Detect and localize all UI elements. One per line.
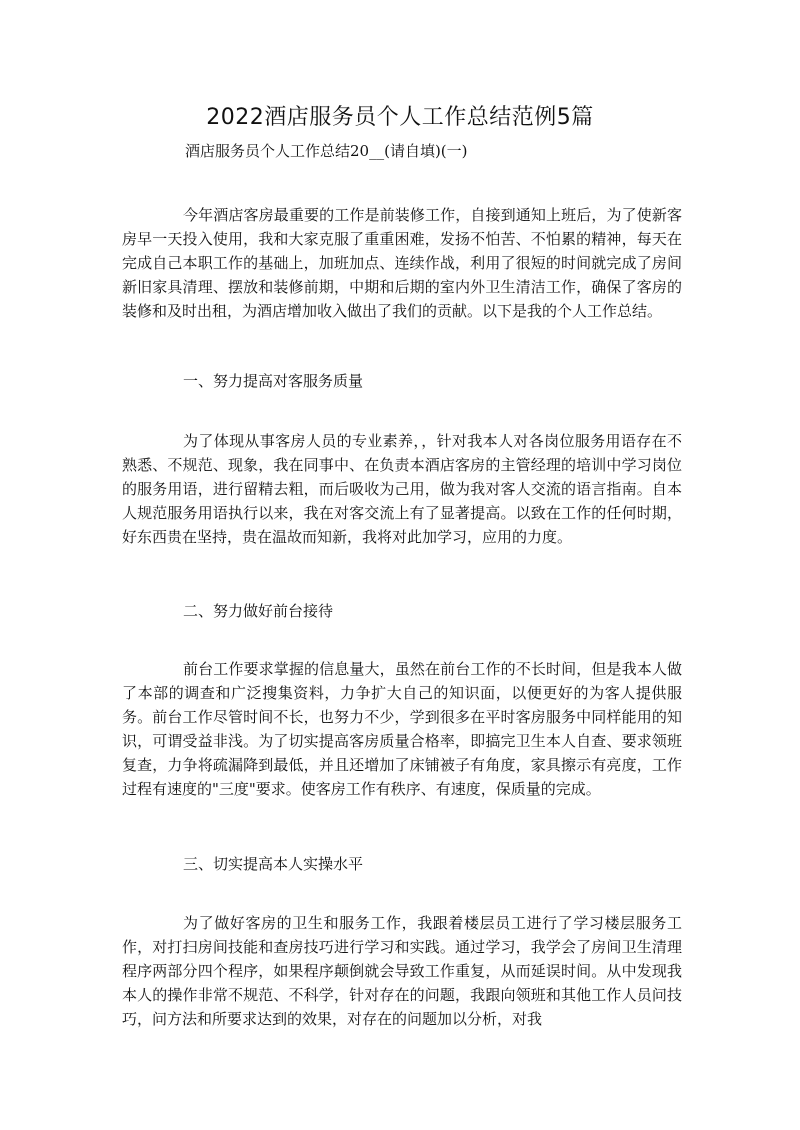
document-subtitle: 酒店服务员个人工作总结20__(请自填)(一) bbox=[185, 142, 468, 160]
section-body-1: 为了体现从事客房人员的专业素养，，针对我本人对各岗位服务用语存在不熟悉、不规范、现象，我在同事中、在负责本酒店客房的主管经理的培训中学习岗位的服务用语，进行留精去粗，而后吸收为己用，做为我对客人交流的语言指南。自本人规范服务用语执行以来，我在对客交流上有了显著提高。以致在工作的任何时期，好东西贵在坚持，贵在温故而知新，我将对此加学习，应用的力度。 bbox=[122, 432, 682, 546]
section-body-2: 前台工作要求掌握的信息量大，虽然在前台工作的不长时间，但是我本人做了本部的调查和广泛搜集资料，力争扩大自己的知识面，以便更好的为客人提供服务。前台工作尽管时间不长，也努力不少，学到很多在平时客房服务中同样能用的知识，可谓受益非浅。为了切实提高客房质量合格率，即搞完卫生本人自查、要求领班复查，力争将疏漏降到最低，并且还增加了床铺被子有角度，家具擦示有亮度，工作过程有速度的"三度"要求。使客房工作有秩序、有速度，保质量的完成。 bbox=[122, 660, 682, 798]
section-heading-1: 一、努力提高对客服务质量 bbox=[183, 372, 364, 390]
document-title: 2022酒店服务员个人工作总结范例5篇 bbox=[206, 105, 594, 130]
section-body-3: 为了做好客房的卫生和服务工作，我跟着楼层员工进行了学习楼层服务工作，对打扫房间技能和查房技巧进行学习和实践。通过学习，我学会了房间卫生清理程序两部分四个程序，如果程序颠倒就会导致工作重复，从而延误时间。从中发现我本人的操作非常不规范、不科学，针对存在的问题，我跟向领班和其他工作人员问技巧，问方法和所要求达到的效果，对存在的问题加以分析，对我 bbox=[122, 914, 682, 1028]
section-heading-2: 二、努力做好前台接待 bbox=[183, 602, 334, 620]
intro-paragraph: 今年酒店客房最重要的工作是前装修工作，自接到通知上班后，为了使新客房早一天投入使用，我和大家克服了重重困难，发扬不怕苦、不怕累的精神，每天在完成自己本职工作的基础上，加班加点、连续作战，利用了很短的时间就完成了房间新旧家具清理、摆放和装修前期，中期和后期的室内外卫生清洁工作，确保了客房的装修和及时出租，为酒店增加收入做出了我们的贡献。以下是我的个人工作总结。 bbox=[122, 206, 682, 320]
section-heading-3: 三、切实提高本人实操水平 bbox=[183, 855, 364, 873]
